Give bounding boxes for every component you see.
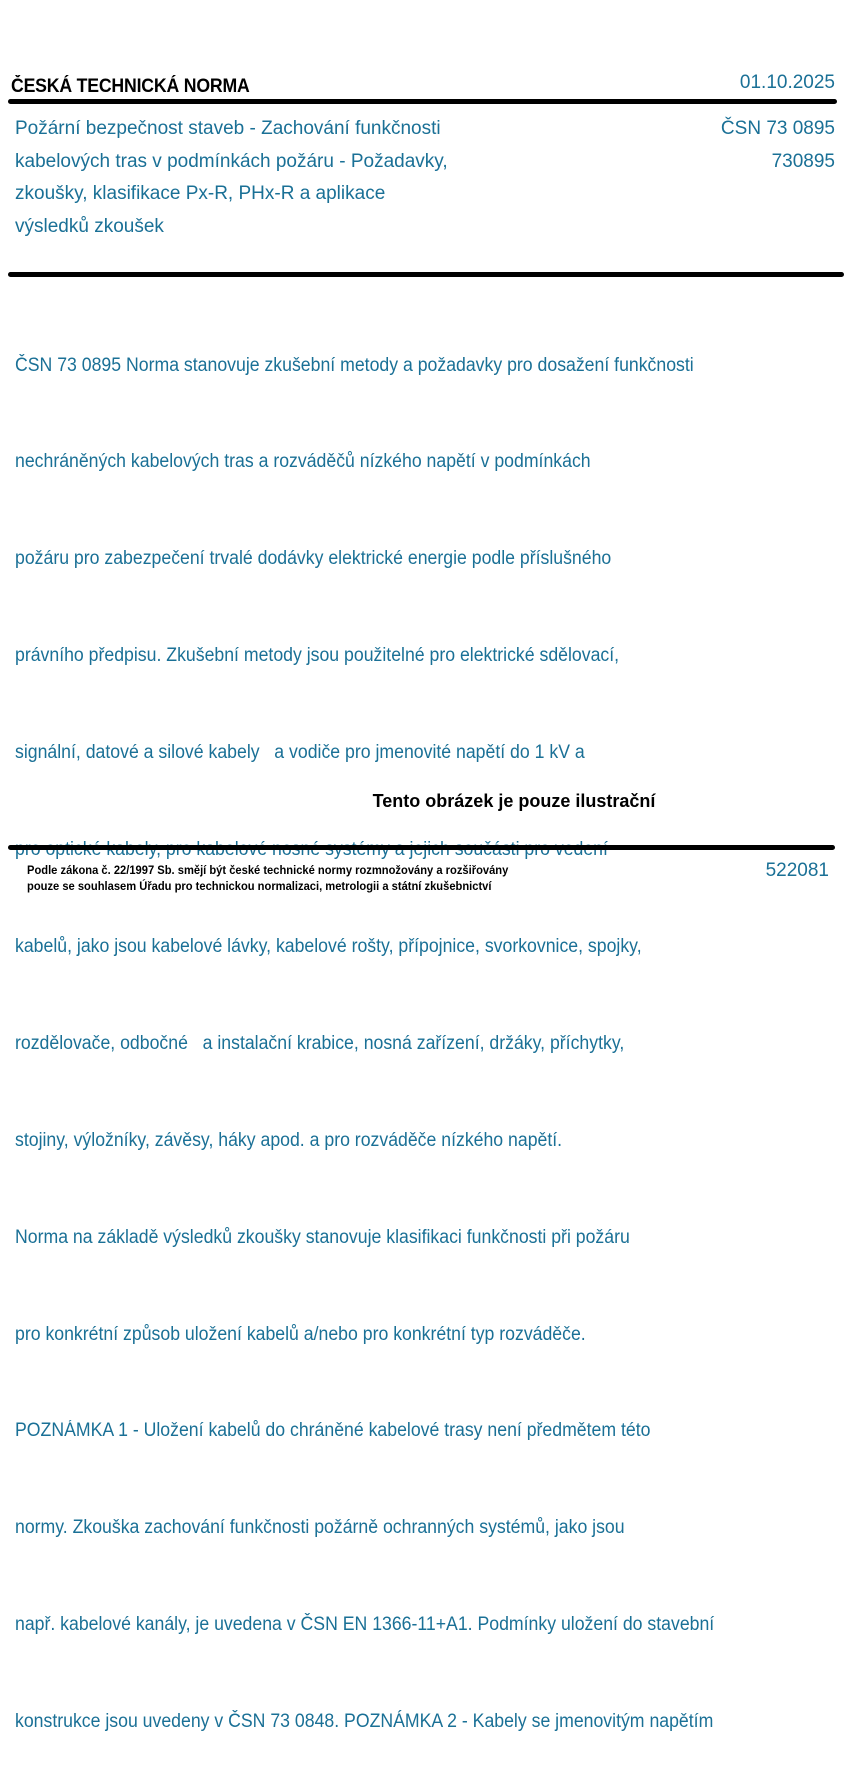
footer-divider (8, 845, 835, 850)
legal-notice (27, 862, 508, 894)
abstract-line: požáru pro zabezpečení trvalé dodávky elektrické energie podle příslušného (15, 548, 612, 570)
abstract-line: konstrukce jsou uvedeny v ČSN 73 0848. POZNÁMKA 2 - Kabely se jmenovitým napětím (15, 1711, 714, 1733)
abstract-line: POZNÁMKA 1 - Uložení kabelů do chráněné kabelové trasy není předmětem této (15, 1420, 651, 1442)
abstract-line: právního předpisu. Zkušební metody jsou použitelné pro elektrické sdělovací, (15, 645, 620, 667)
abstract-text (15, 285, 865, 1771)
abstract-line: Norma na základě výsledků zkoušky stanovuje klasifikaci funkčnosti při požáru (15, 1226, 630, 1248)
abstract-line: stojiny, výložníky, závěsy, háky apod. a pro rozváděče nízkého napětí. (15, 1129, 563, 1151)
standard-title-line: kabelových tras v podmínkách požáru - Požadavky, (15, 150, 448, 172)
standard-title-line: zkoušky, klasifikace Px-R, PHx-R a aplikace (15, 183, 386, 204)
abstract-line: nechráněných kabelových tras a rozváděčů nízkého napětí v podmínkách (15, 451, 591, 473)
illustration-note: Tento obrázek je pouze ilustrační (372, 791, 656, 811)
publication-date: 01.10.2025 (739, 72, 835, 93)
standard-code: ČSN 73 0895 (720, 118, 835, 139)
catalog-number: 522081 (765, 860, 829, 881)
standard-title (15, 113, 535, 243)
abstract-line: normy. Zkouška zachování funkčnosti požárně ochranných systémů, jako jsou (15, 1517, 625, 1539)
abstract-line: pro konkrétní způsob uložení kabelů a/nebo pro konkrétní typ rozváděče. (15, 1323, 586, 1345)
abstract-line: rozdělovače, odbočné a instalační krabice, nosná zařízení, držáky, příchytky, (15, 1032, 625, 1054)
legal-notice-line: Podle zákona č. 22/1997 Sb. smějí být české technické normy rozmnožovány a rozšiřovány (27, 863, 509, 877)
standard-title-line: Požární bezpečnost staveb - Zachování funkčnosti (15, 118, 441, 139)
abstract-line: např. kabelové kanály, je uvedena v ČSN EN 1366-11+A1. Podmínky uložení do stavební (15, 1614, 715, 1636)
abstract-line: signální, datové a silové kabely a vodiče pro jmenovité napětí do 1 kV a (15, 742, 585, 764)
header-divider (8, 99, 837, 104)
legal-notice-line: pouze se souhlasem Úřadu pro technickou normalizaci, metrologii a státní zkušebnictví (27, 879, 492, 893)
standard-identifiers (721, 113, 835, 178)
document-type-title: ČESKÁ TECHNICKÁ NORMA (11, 76, 250, 97)
title-divider (8, 272, 844, 277)
classification-number: 730895 (771, 150, 835, 172)
abstract-line: ČSN 73 0895 Norma stanovuje zkušební metody a požadavky pro dosažení funkčnosti (15, 354, 694, 376)
abstract-line: kabelů, jako jsou kabelové lávky, kabelové rošty, přípojnice, svorkovnice, spojky, (15, 935, 642, 957)
standard-title-line: výsledků zkoušek (15, 215, 164, 237)
